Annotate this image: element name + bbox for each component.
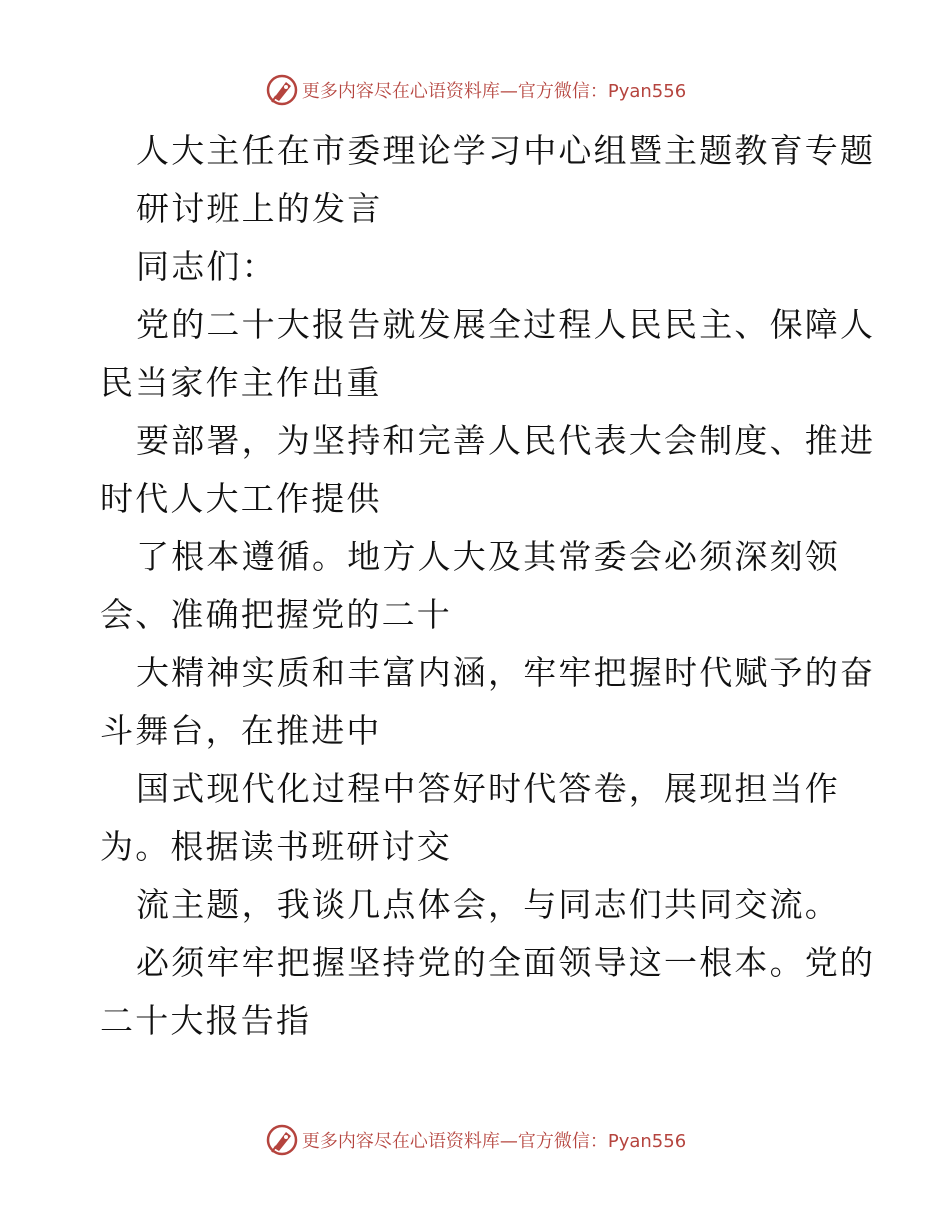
paragraph-line: 为。根据读书班研讨交 (100, 827, 452, 866)
paragraph-line: 斗舞台，在推进中 (100, 711, 382, 750)
paragraph-line: 了根本遵循。地方人大及其常委会必须深刻领 (136, 537, 840, 576)
watermark-text: 更多内容尽在心语资料库—官方微信：Pyan556 (301, 1131, 687, 1152)
salutation: 同志们： (136, 247, 277, 286)
paragraph-line: 时代人大工作提供 (100, 479, 382, 518)
paragraph-line: 民当家作主作出重 (100, 363, 382, 402)
paragraph-line: 国式现代化过程中答好时代答卷，展现担当作 (136, 769, 840, 808)
paragraph-line: 会、准确把握党的二十 (100, 595, 452, 634)
document-body (100, 122, 876, 1050)
pen-nib-icon (264, 72, 300, 108)
footer-watermark (0, 1122, 950, 1158)
document-title: 人大主任在市委理论学习中心组暨主题教育专题 (136, 131, 876, 170)
pen-nib-icon (264, 1122, 300, 1158)
paragraph-line: 大精神实质和丰富内涵，牢牢把握时代赋予的奋 (136, 653, 876, 692)
paragraph-line: 要部署，为坚持和完善人民代表大会制度、推进 (136, 421, 876, 460)
header-watermark (0, 72, 950, 108)
paragraph-line: 党的二十大报告就发展全过程人民民主、保障人 (136, 305, 876, 344)
document-title-continued: 研讨班上的发言 (136, 189, 383, 228)
paragraph-line: 必须牢牢把握坚持党的全面领导这一根本。党的 (136, 943, 876, 982)
watermark-text: 更多内容尽在心语资料库—官方微信：Pyan556 (301, 81, 687, 102)
paragraph-line: 二十大报告指 (100, 1001, 312, 1040)
paragraph-line: 流主题，我谈几点体会，与同志们共同交流。 (136, 885, 840, 924)
